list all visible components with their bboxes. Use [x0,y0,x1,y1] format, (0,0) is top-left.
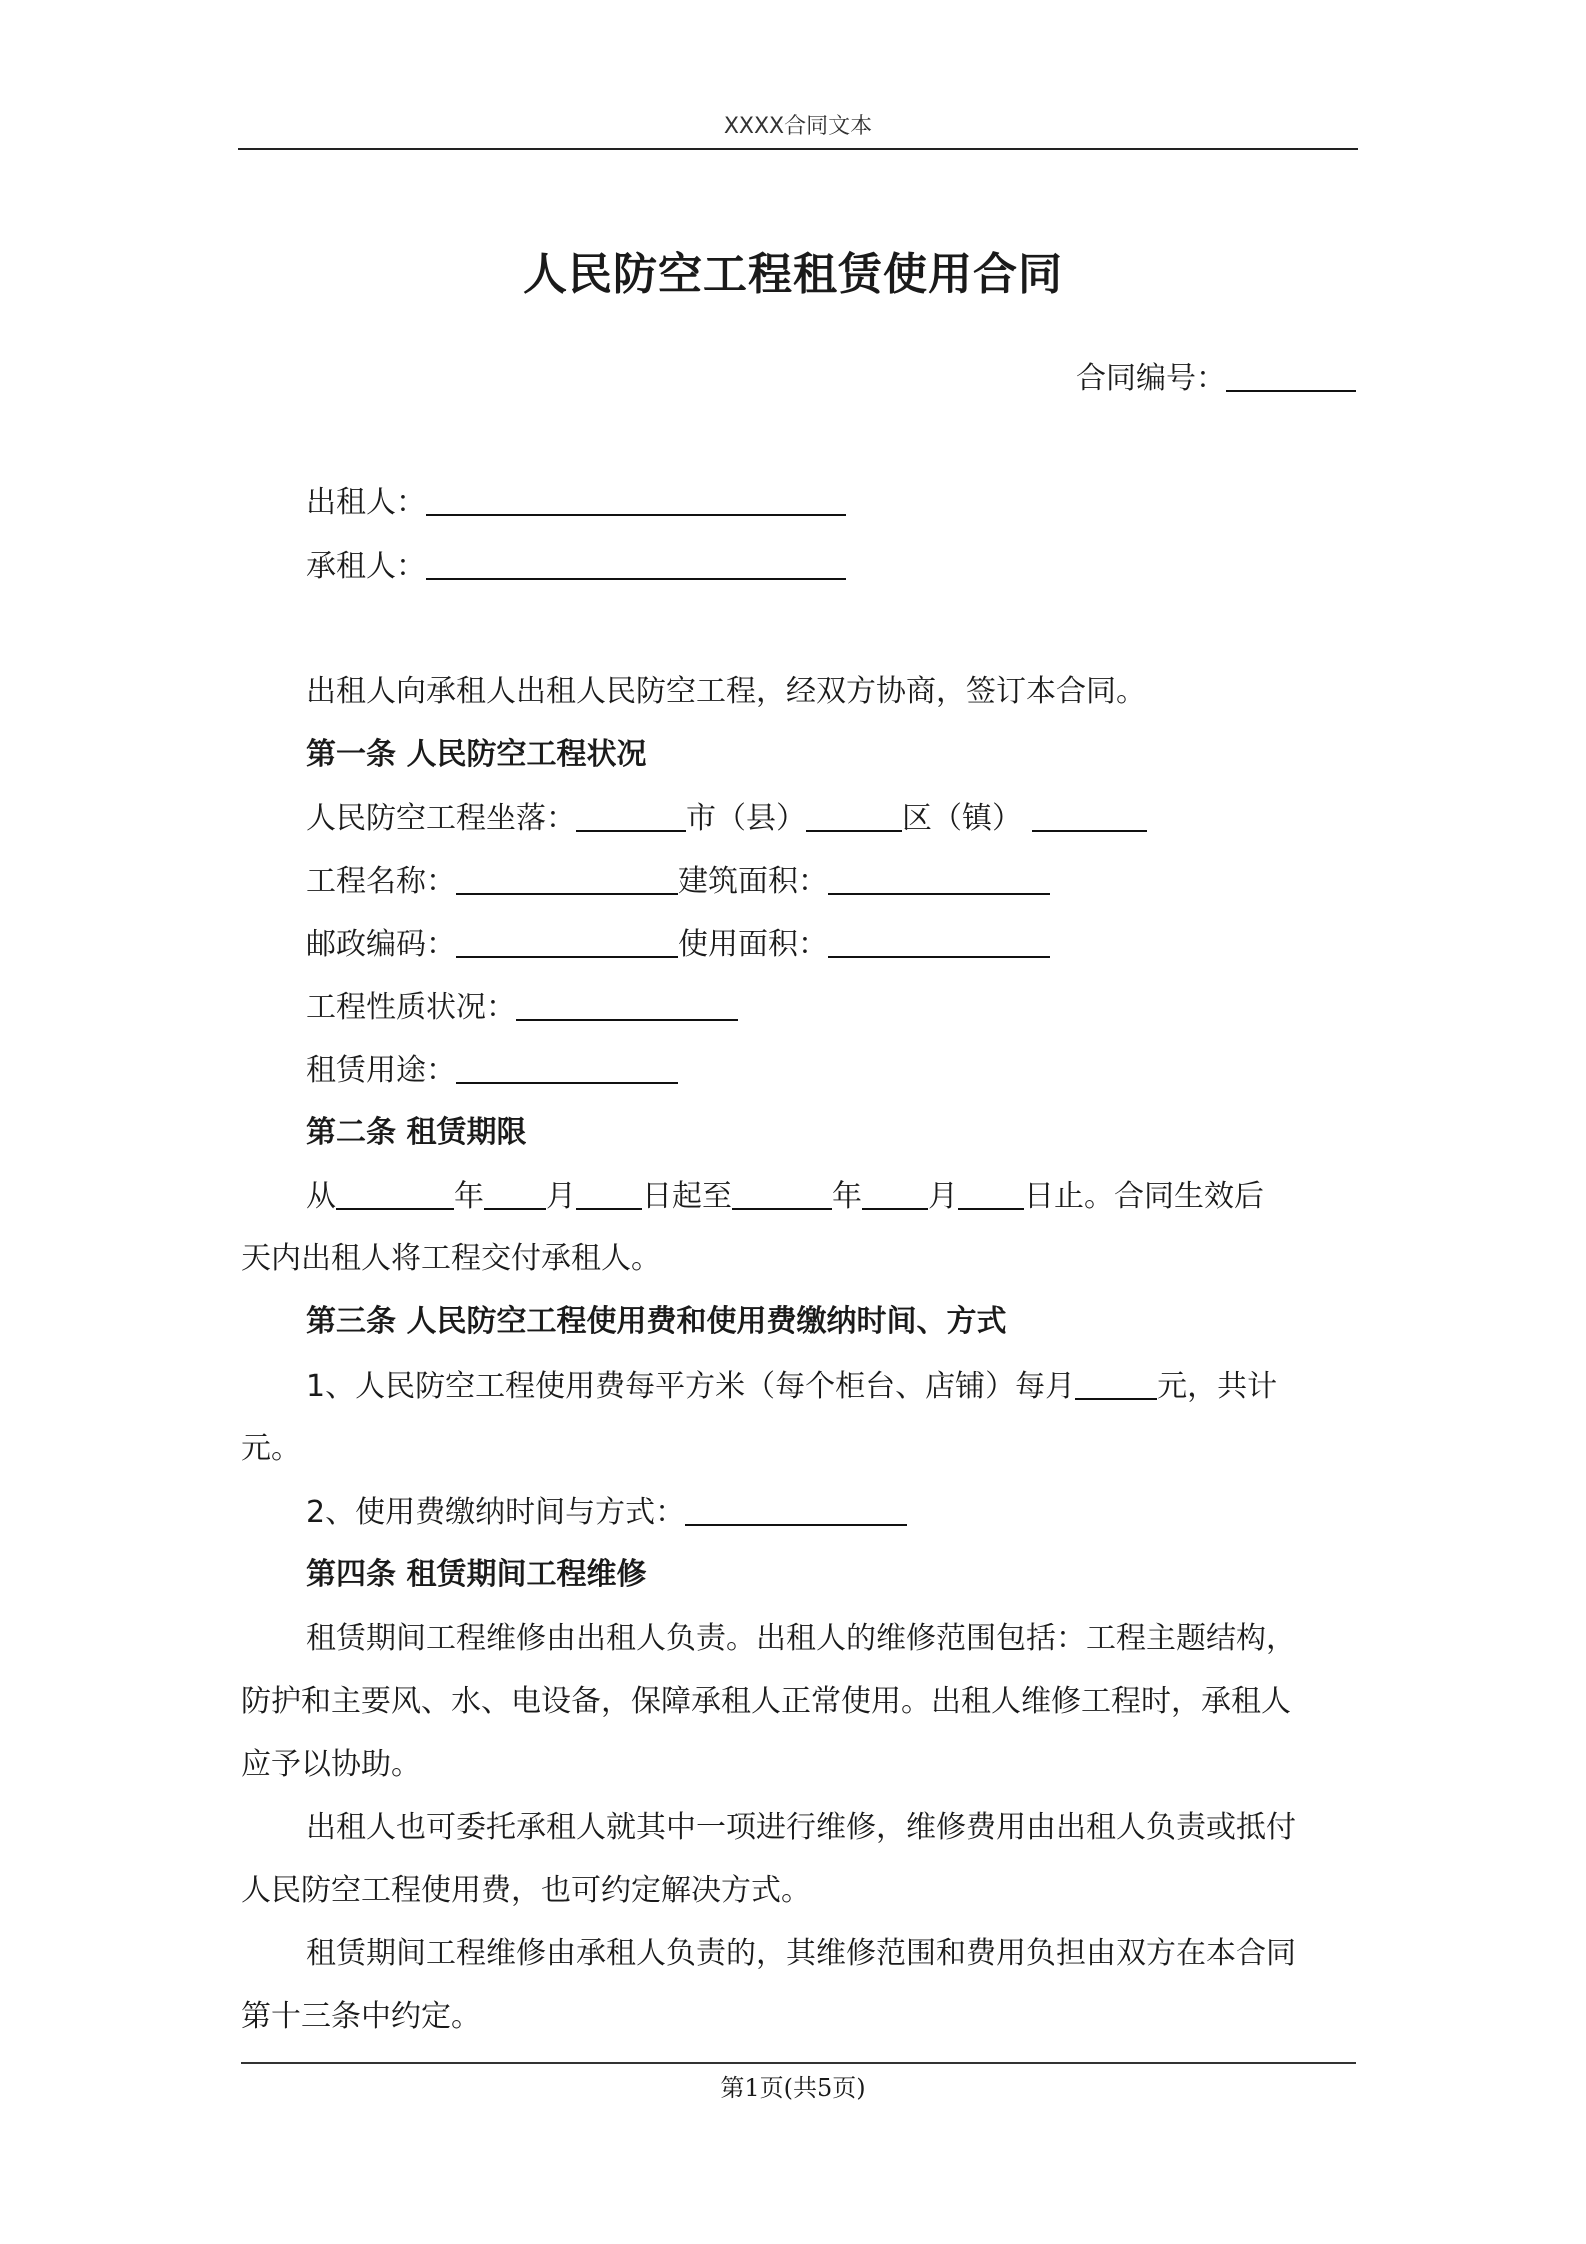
project-name-label: 工程名称： [306,864,456,899]
page-number: 第1页(共5页) [720,2074,866,2102]
street-blank[interactable] [1032,798,1147,832]
city-blank[interactable] [576,798,686,832]
purpose-label: 租赁用途： [306,1053,456,1088]
nature-blank[interactable] [516,987,738,1021]
start-day-blank[interactable] [576,1176,642,1210]
repair-p2-line-1: 出租人也可委托承租人就其中一项进行维修，维修费用由出租人负责或抵付 [306,1810,1296,1845]
document-title: 人民防空工程租赁使用合同 [523,249,1063,300]
term-year-1: 年 [454,1179,484,1214]
floor-area-label: 建筑面积： [678,864,828,899]
article-1-heading: 第一条 人民防空工程状况 [306,737,647,772]
intro-paragraph: 出租人向承租人出租人民防空工程，经双方协商，签订本合同。 [306,674,1146,709]
project-name-blank[interactable] [456,861,678,895]
contract-number-blank[interactable] [1226,358,1356,392]
start-month-blank[interactable] [484,1176,546,1210]
page-header [238,112,1358,150]
payment-line [306,1492,907,1533]
lessee-label: 承租人： [306,549,426,584]
repair-p2-line-2: 人民防空工程使用费，也可约定解决方式。 [241,1873,811,1908]
header-text: XXXX合同文本 [723,114,873,139]
district-label: 区（镇） [902,801,1022,836]
footer-rule [241,2062,1356,2064]
contract-number-label: 合同编号： [1076,361,1226,396]
term-from: 从 [306,1179,336,1214]
term-end: 日止。合同生效后 [1024,1179,1264,1214]
term-day-from: 日起至 [642,1179,732,1214]
postcode-label: 邮政编码： [306,927,456,962]
term-line-2: 天内出租人将工程交付承租人。 [241,1241,661,1276]
contract-number-line [1076,358,1356,399]
postcode-line [306,924,1050,965]
repair-p1-line-2: 防护和主要风、水、电设备，保障承租人正常使用。出租人维修工程时，承租人 [241,1684,1291,1719]
use-area-blank[interactable] [828,924,1050,958]
lessor-label: 出租人： [306,485,426,520]
term-year-2: 年 [832,1179,862,1214]
lessee-line [306,546,846,587]
monthly-fee-blank[interactable] [1075,1366,1157,1400]
repair-p3-line-1: 租赁期间工程维修由承租人负责的，其维修范围和费用负担由双方在本合同 [306,1936,1296,1971]
lessee-blank[interactable] [426,546,846,580]
term-month-1: 月 [546,1179,576,1214]
fee-line-2: 元。 [241,1431,301,1466]
article-3-heading: 第三条 人民防空工程使用费和使用费缴纳时间、方式 [306,1304,1007,1339]
fee-text-b: 元，共计 [1157,1369,1278,1404]
postcode-blank[interactable] [456,924,678,958]
payment-blank[interactable] [685,1492,907,1526]
district-blank[interactable] [806,798,902,832]
end-year-blank[interactable] [732,1176,832,1210]
term-month-2: 月 [928,1179,958,1214]
repair-p3-line-2: 第十三条中约定。 [241,1999,481,2034]
fee-line [306,1366,1277,1407]
term-line [306,1176,1264,1217]
location-line [306,798,1147,839]
nature-line [306,987,738,1028]
repair-p1-line-3: 应予以协助。 [241,1747,421,1782]
lessor-line [306,482,846,523]
end-day-blank[interactable] [958,1176,1024,1210]
use-area-label: 使用面积： [678,927,828,962]
purpose-blank[interactable] [456,1050,678,1084]
project-name-line [306,861,1050,902]
repair-p1-line-1: 租赁期间工程维修由出租人负责。出租人的维修范围包括：工程主题结构， [306,1621,1296,1656]
article-2-heading: 第二条 租赁期限 [306,1115,527,1150]
nature-label: 工程性质状况： [306,990,516,1025]
purpose-line [306,1050,678,1091]
start-year-blank[interactable] [336,1176,454,1210]
fee-text-a: 1、人民防空工程使用费每平方米（每个柜台、店铺）每月 [306,1369,1076,1404]
payment-label: 2、使用费缴纳时间与方式： [306,1495,686,1530]
location-label: 人民防空工程坐落： [306,801,576,836]
city-label: 市（县） [686,801,806,836]
article-4-heading: 第四条 租赁期间工程维修 [306,1557,647,1592]
lessor-blank[interactable] [426,482,846,516]
floor-area-blank[interactable] [828,861,1050,895]
end-month-blank[interactable] [862,1176,928,1210]
